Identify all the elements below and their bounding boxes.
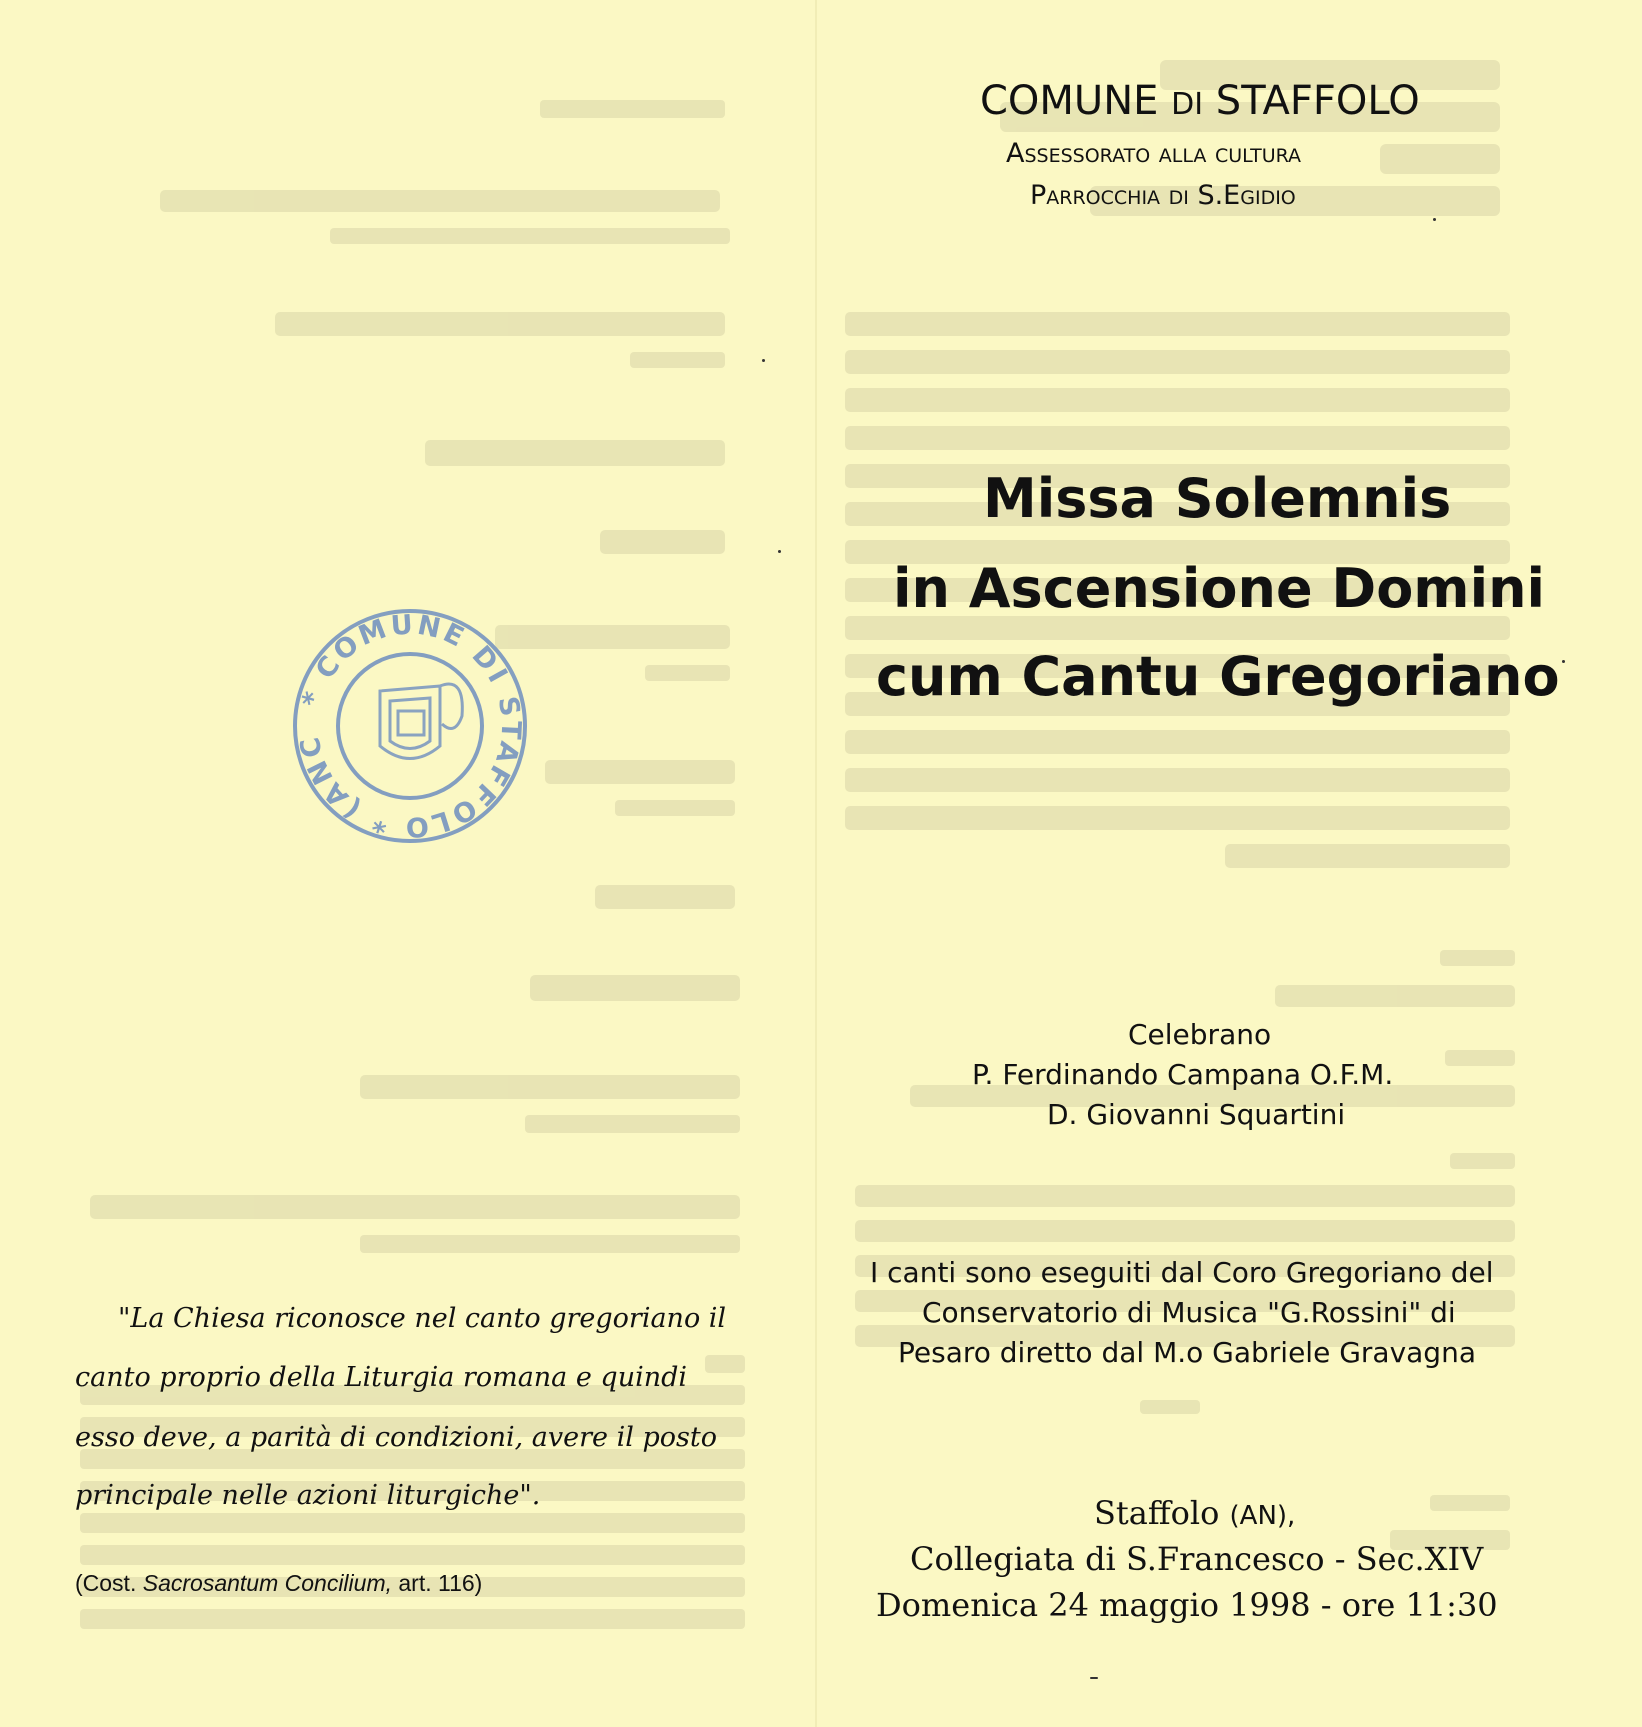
- title-line-1: Missa Solemnis: [983, 467, 1452, 530]
- header-assessorato: Assessorato alla cultura: [1006, 138, 1302, 169]
- header-comune-word: COMUNE: [980, 78, 1159, 124]
- celebrant-name: D. Giovanni Squartini: [1047, 1098, 1346, 1131]
- stamp-seal-icon: [290, 606, 530, 846]
- venue-province: (AN),: [1229, 1501, 1296, 1531]
- quote-line: principale nelle azioni liturgiche".: [75, 1480, 541, 1511]
- quote-line: esso deve, a parità di condizioni, avere il posto: [75, 1422, 717, 1453]
- citation-suffix: art. 116): [398, 1570, 483, 1596]
- venue-datetime: Domenica 24 maggio 1998 - ore 11:30: [876, 1586, 1498, 1624]
- choir-line: I canti sono eseguiti dal Coro Gregoriano del: [870, 1256, 1494, 1289]
- quote-line: "La Chiesa riconosce nel canto gregoriano il: [118, 1303, 727, 1334]
- citation-prefix: (Cost.: [75, 1570, 137, 1596]
- citation-title: Sacrosantum Concilium,: [142, 1570, 392, 1596]
- quote-citation: [75, 1570, 482, 1597]
- speck: [1562, 660, 1565, 663]
- comune-stamp: [290, 606, 530, 846]
- venue-town: [1094, 1494, 1295, 1532]
- header-comune: [980, 78, 1440, 124]
- speck: [778, 550, 781, 553]
- header-parrocchia: Parrocchia di S.Egidio: [1030, 180, 1296, 211]
- venue-town-name: Staffolo: [1094, 1494, 1220, 1532]
- header-town-word: STAFFOLO: [1215, 78, 1420, 124]
- speck: [1433, 218, 1436, 221]
- speck: [1090, 1677, 1098, 1679]
- choir-line: Conservatorio di Musica "G.Rossini" di: [922, 1296, 1456, 1329]
- speck: [762, 359, 765, 362]
- celebrants-heading: Celebrano: [1128, 1018, 1272, 1051]
- celebrant-name: P. Ferdinando Campana O.F.M.: [972, 1058, 1394, 1091]
- svg-text:* COMUNE DI STAFFOLO * (ANCONA: * COMUNE DI STAFFOLO * (ANC: [294, 609, 527, 843]
- header-di-word: DI: [1171, 87, 1204, 122]
- choir-line: Pesaro diretto dal M.o Gabriele Gravagna: [898, 1336, 1476, 1369]
- title-line-3: cum Cantu Gregoriano: [876, 645, 1560, 708]
- venue-church: Collegiata di S.Francesco - Sec.XIV: [910, 1540, 1484, 1578]
- quote-line: canto proprio della Liturgia romana e quindi: [75, 1362, 688, 1393]
- title-line-2: in Ascensione Domini: [893, 557, 1546, 620]
